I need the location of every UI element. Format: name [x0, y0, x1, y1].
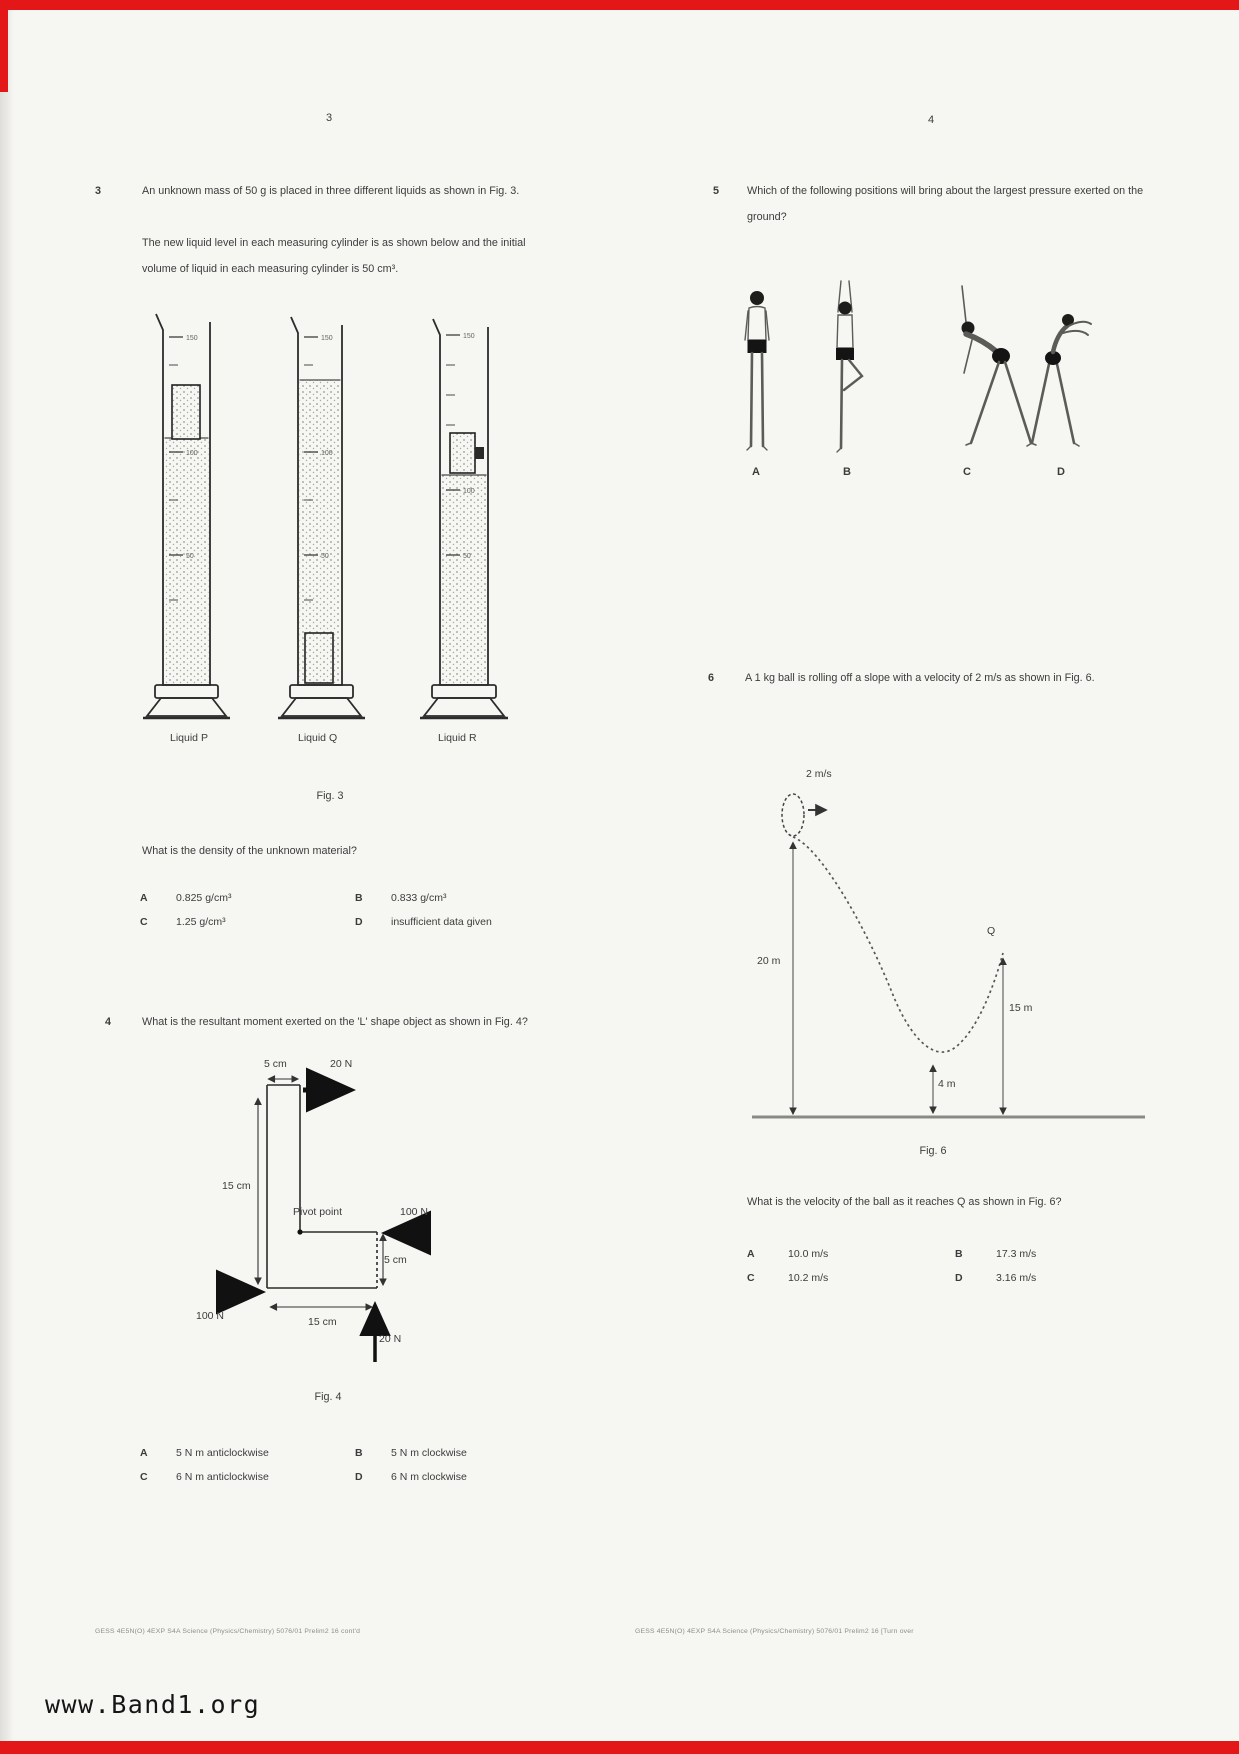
- fig4-dim-top-label: 5 cm: [264, 1058, 287, 1070]
- fig6-height-valley-label: 4 m: [938, 1078, 956, 1090]
- option-letter: B: [355, 1447, 363, 1459]
- fig4-dim-left-label: 15 cm: [222, 1180, 251, 1192]
- q5-text-line2: ground?: [747, 211, 787, 223]
- option-letter: A: [747, 1248, 755, 1260]
- r-scale-100: 100: [463, 488, 475, 495]
- option-letter: A: [140, 1447, 148, 1459]
- q-scale-50: 50: [321, 553, 329, 560]
- option-letter: D: [355, 1471, 363, 1483]
- q3-option-b: [355, 892, 446, 904]
- q5-pose-figures: [735, 278, 1085, 473]
- q6-question: What is the velocity of the ball as it reaches Q as shown in Fig. 6?: [747, 1196, 1062, 1208]
- r-scale-50: 50: [463, 553, 471, 560]
- option-text: insufficient data given: [391, 916, 492, 928]
- pivot-point-dot: [297, 1229, 302, 1234]
- fig6-caption: Fig. 6: [919, 1145, 947, 1157]
- q6-option-c: [747, 1272, 828, 1284]
- q6-option-b: [955, 1248, 1036, 1260]
- fig3-caption: Fig. 3: [316, 790, 344, 802]
- option-text: 10.0 m/s: [788, 1248, 829, 1260]
- pose-figure-c: [962, 286, 1037, 445]
- slope-path: [793, 837, 1003, 1052]
- option-text: 0.825 g/cm³: [176, 892, 232, 904]
- option-text: 17.3 m/s: [996, 1248, 1037, 1260]
- q6-option-a: [747, 1248, 828, 1260]
- pose-figure-a: [745, 291, 769, 450]
- footer-left: GESS 4E5N(O) 4EXP S4A Science (Physics/Chemistry) 5076/01 Prelim2 16 cont'd: [95, 1628, 361, 1635]
- cylinder-p-liquid: [165, 438, 209, 684]
- cylinder-q-sunken-block: [305, 633, 333, 683]
- option-letter: A: [140, 892, 148, 904]
- p-scale-50: 50: [186, 553, 194, 560]
- r-scale-150: 150: [463, 333, 475, 340]
- option-letter: B: [955, 1248, 963, 1260]
- pose-label-a: A: [752, 466, 760, 478]
- cylinder-r-floating-block: [450, 433, 484, 473]
- q6-text: A 1 kg ball is rolling off a slope with a velocity of 2 m/s as shown in Fig. 6.: [745, 672, 1095, 684]
- liquid-p-label: Liquid P: [170, 732, 208, 744]
- p-scale-100: 100: [186, 450, 198, 457]
- height-dimension-lines: [793, 843, 1003, 1114]
- dimension-arrows: [258, 1079, 383, 1307]
- page-number-left: 3: [326, 112, 333, 124]
- option-text: 10.2 m/s: [788, 1272, 829, 1284]
- fig4-caption: Fig. 4: [314, 1391, 342, 1403]
- liquid-r-label: Liquid R: [438, 732, 477, 744]
- fig6-height-right-label: 15 m: [1009, 1002, 1033, 1014]
- q3-text: An unknown mass of 50 g is placed in three different liquids as shown in Fig. 3.: [142, 185, 520, 197]
- q-scale-150: 150: [321, 335, 333, 342]
- q-scale-100: 100: [321, 450, 333, 457]
- left-red-bar: [0, 10, 8, 92]
- pose-figure-d: [1027, 314, 1091, 446]
- q3-option-d: [355, 916, 492, 928]
- pose-figure-b: [836, 281, 862, 452]
- page-number-right: 4: [928, 114, 935, 126]
- q4-option-a: [140, 1447, 269, 1459]
- option-text: 3.16 m/s: [996, 1272, 1037, 1284]
- q3-option-c: [140, 916, 226, 928]
- pose-label-d: D: [1057, 466, 1065, 478]
- fig4-force-top-label: 20 N: [330, 1058, 353, 1070]
- q6-option-d: [955, 1272, 1036, 1284]
- q3-paragraph-line1: The new liquid level in each measuring cylinder is as shown below and the initial: [142, 237, 526, 249]
- option-letter: C: [140, 1471, 148, 1483]
- fig4-dim-bottom-label: 15 cm: [308, 1316, 337, 1328]
- q5-text-line1: Which of the following positions will bring about the largest pressure exerted on the: [747, 185, 1144, 197]
- fig4-force-bottom-label: 20 N: [379, 1333, 402, 1345]
- option-text: 0.833 g/cm³: [391, 892, 447, 904]
- ball: [782, 794, 804, 836]
- l-shape-outline: [267, 1085, 377, 1288]
- q4-text: What is the resultant moment exerted on the 'L' shape object as shown in Fig. 4?: [142, 1016, 528, 1028]
- q4-number: 4: [105, 1016, 112, 1028]
- fig4-dim-right-label: 5 cm: [384, 1254, 407, 1266]
- bottom-red-bar: [0, 1741, 1239, 1754]
- cylinder-p-floating-block: [172, 385, 200, 439]
- q3-question: What is the density of the unknown material?: [142, 845, 357, 857]
- fig3-measuring-cylinders: [140, 300, 505, 725]
- q3-paragraph-line2: volume of liquid in each measuring cylinder is 50 cm³.: [142, 263, 399, 275]
- fig6-point-q-label: Q: [987, 925, 996, 937]
- option-letter: B: [355, 892, 363, 904]
- fig6-slope-diagram: [750, 765, 1150, 1125]
- option-letter: C: [140, 916, 148, 928]
- footer-right: GESS 4E5N(O) 4EXP S4A Science (Physics/Chemistry) 5076/01 Prelim2 16 [Turn over: [635, 1628, 914, 1635]
- option-text: 1.25 g/cm³: [176, 916, 226, 928]
- option-letter: D: [955, 1272, 963, 1284]
- fig4-force-right-label: 100 N: [400, 1206, 429, 1218]
- option-text: 6 N m anticlockwise: [176, 1471, 269, 1483]
- option-text: 6 N m clockwise: [391, 1471, 467, 1483]
- pose-label-c: C: [963, 466, 971, 478]
- q3-option-a: [140, 892, 231, 904]
- q3-number: 3: [95, 185, 102, 197]
- watermark-text: www.Band1.org: [45, 1690, 261, 1719]
- top-red-bar: [0, 0, 1239, 10]
- option-text: 5 N m anticlockwise: [176, 1447, 269, 1459]
- cylinder-r-liquid: [442, 475, 487, 684]
- fig4-force-bottom-left-label: 100 N: [196, 1310, 225, 1322]
- q4-option-d: [355, 1471, 467, 1483]
- fig4-pivot-label: Pivot point: [293, 1206, 343, 1218]
- fig6-velocity-label: 2 m/s: [806, 768, 832, 780]
- fig6-height-left-label: 20 m: [757, 955, 781, 967]
- option-letter: D: [355, 916, 363, 928]
- liquid-q-label: Liquid Q: [298, 732, 338, 744]
- option-letter: C: [747, 1272, 755, 1284]
- q4-option-b: [355, 1447, 467, 1459]
- q4-option-c: [140, 1471, 269, 1483]
- p-scale-150: 150: [186, 335, 198, 342]
- q6-number: 6: [708, 672, 715, 684]
- pose-label-b: B: [843, 466, 851, 478]
- q5-number: 5: [713, 185, 720, 197]
- option-text: 5 N m clockwise: [391, 1447, 467, 1459]
